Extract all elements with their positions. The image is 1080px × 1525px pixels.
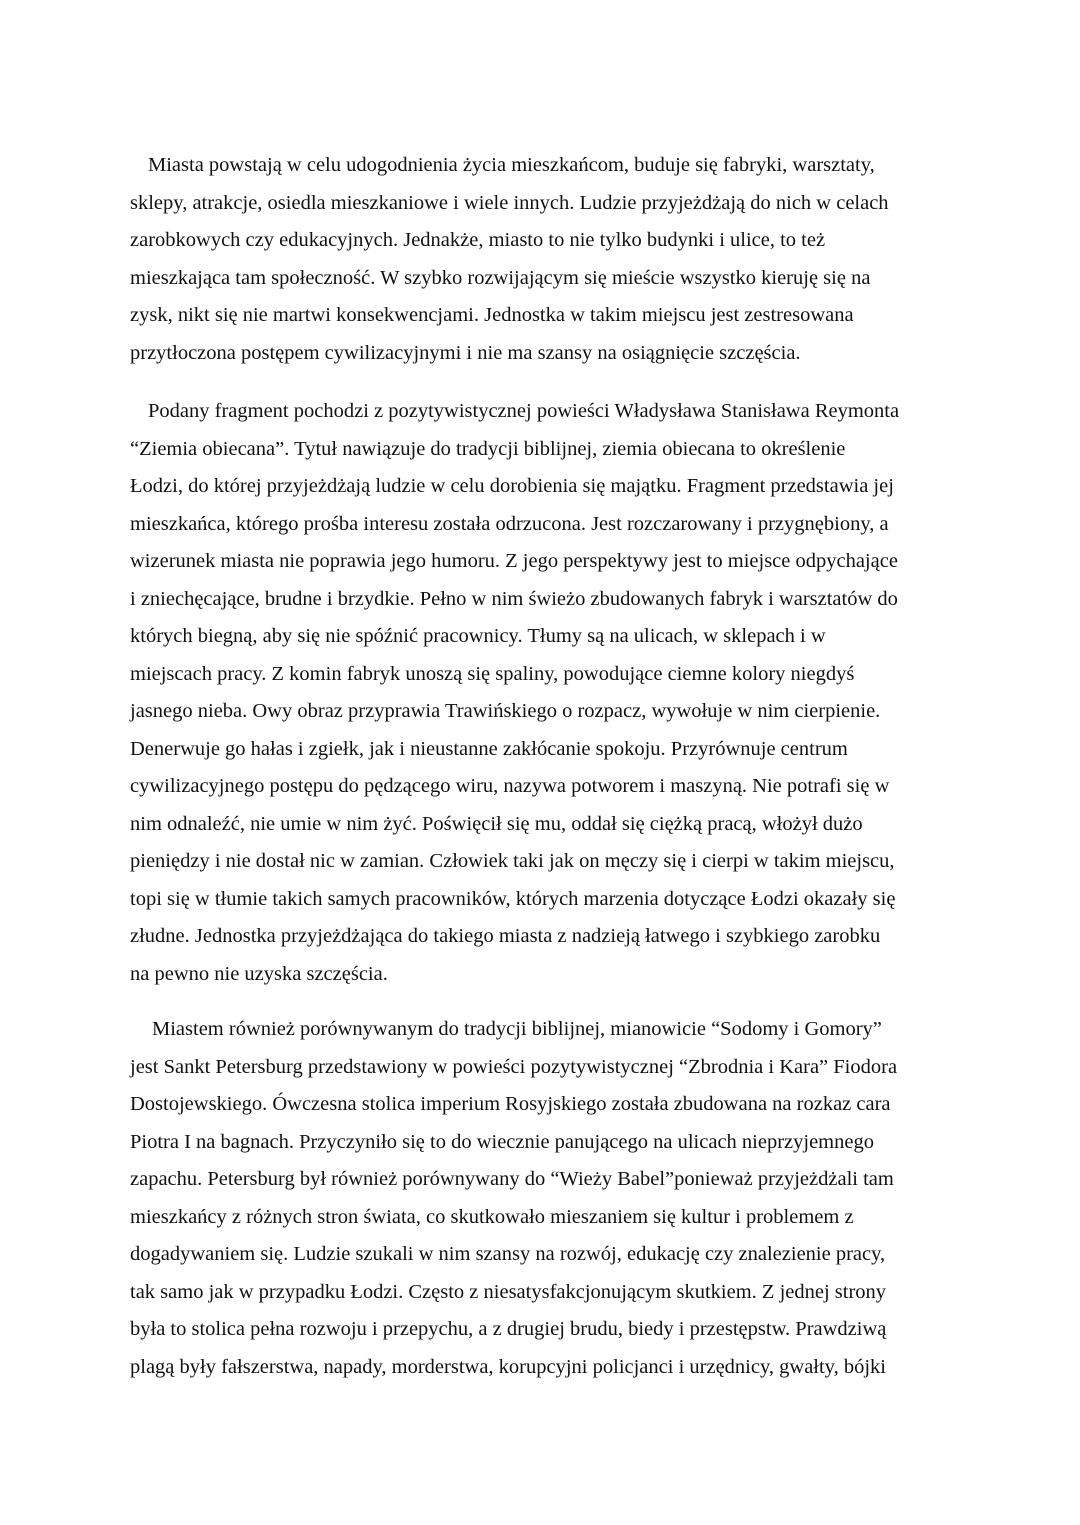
text-line: cywilizacyjnego postępu do pędzącego wiru, nazywa potworem i maszyną. Nie potrafi się w (130, 775, 890, 797)
text-line: nim odnaleźć, nie umie w nim żyć. Poświęcił się mu, oddał się ciężką pracą, włożył dużo (130, 812, 863, 835)
text-line: złudne. Jednostka przyjeżdżająca do takiego miasta z nadzieją łatwego i szybkiego zarobku (130, 925, 881, 947)
paragraph-zbrodnia-i-kara (130, 1011, 960, 1386)
text-line: tak samo jak w przypadku Łodzi. Często z niesatysfakcjonującym skutkiem. Z jednej strony (130, 1280, 887, 1303)
text-line: i zniechęcające, brudne i brzydkie. Pełno w nim świeżo zbudowanych fabryk i warsztatów do (130, 587, 898, 610)
text-line: topi się w tłumie takich samych pracowników, których marzenia dotyczące Łodzi okazały się (130, 887, 896, 910)
text-line: przytłoczona postępem cywilizacyjnymi i nie ma szansy na osiągnięcie szczęścia. (130, 341, 801, 364)
text-line: dogadywaniem się. Ludzie szukali w nim szansy na rozwój, edukację czy znalezienie pracy, (130, 1243, 886, 1265)
text-line: na pewno nie uzyska szczęścia. (130, 962, 388, 985)
text-line: Miasta powstają w celu udogodnienia życia mieszkańcom, buduje się fabryki, warsztaty, (148, 154, 875, 176)
text-line: plagą były fałszerstwa, napady, morderstwa, korupcyjni policjanci i urzędnicy, gwałty, bójki (130, 1355, 886, 1378)
text-line: mieszkańca, którego prośba interesu została odrzucona. Jest rozczarowany i przygnębiony, a (130, 512, 889, 535)
text-line: Podany fragment pochodzi z pozytywistycznej powieści Władysława Stanisława Reymonta (148, 400, 900, 422)
paragraph-cities-intro (130, 147, 960, 372)
text-line: jest Sankt Petersburg przedstawiony w powieści pozytywistycznej “Zbrodnia i Kara” Fiodora (130, 1055, 898, 1078)
text-line: wizerunek miasta nie poprawia jego humoru. Z jego perspektywy jest to miejsce odpychające (130, 550, 898, 572)
text-line: Łodzi, do której przyjeżdżają ludzie w celu dorobienia się majątku. Fragment przedstawia jej (130, 475, 894, 497)
text-line: Denerwuje go hałas i zgiełk, jak i nieustanne zakłócanie spokoju. Przyrównuje centrum (130, 737, 848, 760)
text-line: mieszkańcy z różnych stron świata, co skutkowało mieszaniem się kultur i problemem z (130, 1205, 854, 1228)
text-line: miejscach pracy. Z komin fabryk unoszą się spaliny, powodujące ciemne kolory niegdyś (130, 662, 855, 685)
text-line: których biegną, aby się nie spóźnić pracownicy. Tłumy są na ulicach, w sklepach i w (130, 625, 826, 647)
paragraph-ziemia-obiecana (130, 393, 960, 993)
text-line: mieszkająca tam społeczność. W szybko rozwijającym się mieście wszystko kieruję się na (130, 266, 871, 289)
text-line: zapachu. Petersburg był również porównywany do “Wieży Babel”ponieważ przyjeżdżali tam (130, 1168, 894, 1190)
text-line: sklepy, atrakcje, osiedla mieszkaniowe i wiele innych. Ludzie przyjeżdżają do nich w celach (130, 191, 889, 214)
text-line: “Ziemia obiecana”. Tytuł nawiązuje do tradycji biblijnej, ziemia obiecana to określenie (130, 437, 846, 460)
text-line: była to stolica pełna rozwoju i przepychu, a z drugiej brudu, biedy i przestępstw. Prawdziwą (130, 1318, 887, 1340)
text-line: Piotra I na bagnach. Przyczyniło się to do wiecznie panującego na ulicach nieprzyjemnego (130, 1130, 874, 1153)
text-line: pieniędzy i nie dostał nic w zamian. Człowiek taki jak on męczy się i cierpi w takim miejscu, (130, 850, 895, 872)
text-line: jasnego nieba. Owy obraz przyprawia Trawińskiego o rozpacz, wywołuje w nim cierpienie. (130, 700, 881, 722)
text-line: Dostojewskiego. Ówczesna stolica imperium Rosyjskiego została zbudowana na rozkaz cara (130, 1093, 891, 1115)
text-line: Miastem również porównywanym do tradycji biblijnej, mianowicie “Sodomy i Gomory” (152, 1018, 882, 1040)
text-line: zarobkowych czy edukacyjnych. Jednakże, miasto to nie tylko budynki i ulice, to też (130, 229, 826, 251)
text-line: zysk, nikt się nie martwi konsekwencjami. Jednostka w takim miejscu jest zestresowana (130, 304, 854, 326)
